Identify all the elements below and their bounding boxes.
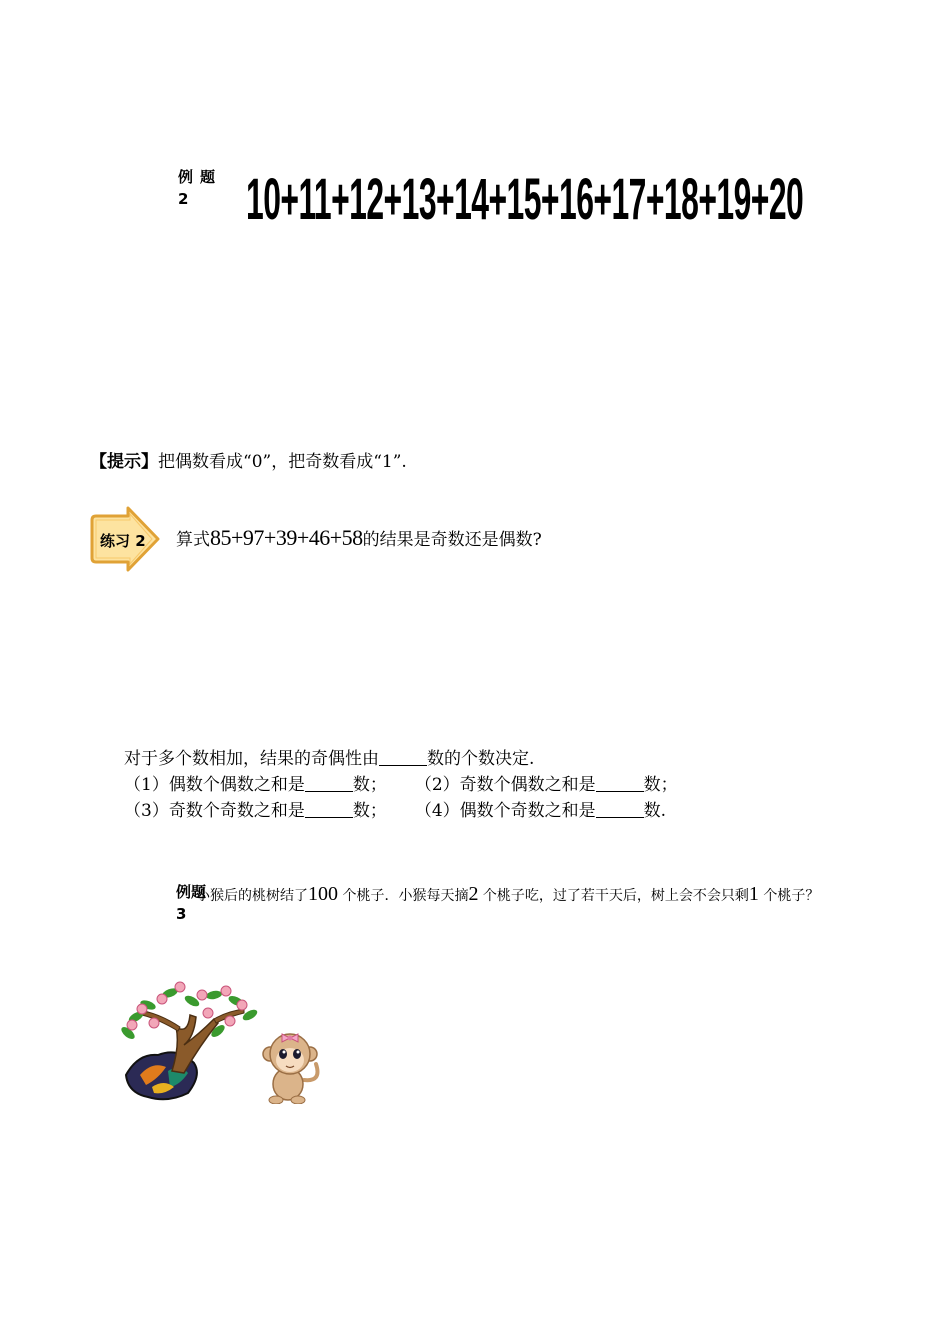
rule-text: 数； (352, 801, 387, 821)
rule-text: 数； (643, 775, 678, 795)
peach-tree-icon (118, 975, 263, 1105)
rule-text: （1）偶数个偶数之和是 (124, 775, 305, 795)
rule-text: （3）奇数个奇数之和是 (124, 801, 305, 821)
example-2-expression: 10+11+12+13+14+15+16+17+18+19+20 (246, 167, 804, 232)
example-label-text: 例题 (176, 883, 207, 901)
hint (90, 449, 407, 475)
question-number: 2 (468, 883, 479, 905)
hint-text: 把偶数看成“0”，把奇数看成“1”. (158, 452, 407, 472)
rule-text: 数. (643, 801, 667, 821)
rule-text: 数的个数决定. (427, 749, 535, 769)
rule-row-1 (124, 772, 678, 798)
practice-2-question (176, 521, 542, 557)
answer-blank[interactable] (305, 799, 353, 818)
rule-text: （4）偶数个奇数之和是 (414, 801, 596, 821)
answer-blank[interactable] (596, 773, 644, 792)
parity-rules (124, 746, 678, 824)
example-3-question (196, 880, 819, 910)
answer-blank[interactable] (596, 799, 644, 818)
hint-label: 【提示】 (90, 452, 158, 472)
practice-badge-label: 练习 2 (100, 532, 146, 550)
rule-text: 对于多个数相加，结果的奇偶性由 (124, 749, 379, 769)
practice-prefix: 算式 (176, 530, 210, 550)
example-number: 3 (176, 905, 187, 923)
question-text: 个桃子吃，过了若干天后，树上会不会只剩 (478, 888, 749, 904)
practice-expression: 85+97+39+46+58 (210, 525, 363, 550)
question-text: 小猴后的桃树结了 (196, 888, 308, 904)
question-text: 个桃子．小猴每天摘 (338, 888, 469, 904)
rule-text: 数； (352, 775, 387, 795)
answer-blank[interactable] (379, 747, 427, 766)
question-text: 个桃子？ (758, 888, 820, 904)
example-number: 2 (178, 190, 189, 208)
monkey-icon (258, 1024, 324, 1104)
answer-blank[interactable] (305, 773, 353, 792)
example-2-label (178, 166, 222, 210)
rule-text: （2）奇数个偶数之和是 (414, 775, 596, 795)
question-number: 1 (748, 883, 759, 905)
practice-suffix: 的结果是奇数还是偶数? (362, 530, 542, 550)
example-label-text: 例题 (178, 168, 223, 186)
question-number: 100 (308, 883, 338, 905)
rule-intro (124, 746, 678, 772)
rule-row-2 (124, 798, 678, 824)
